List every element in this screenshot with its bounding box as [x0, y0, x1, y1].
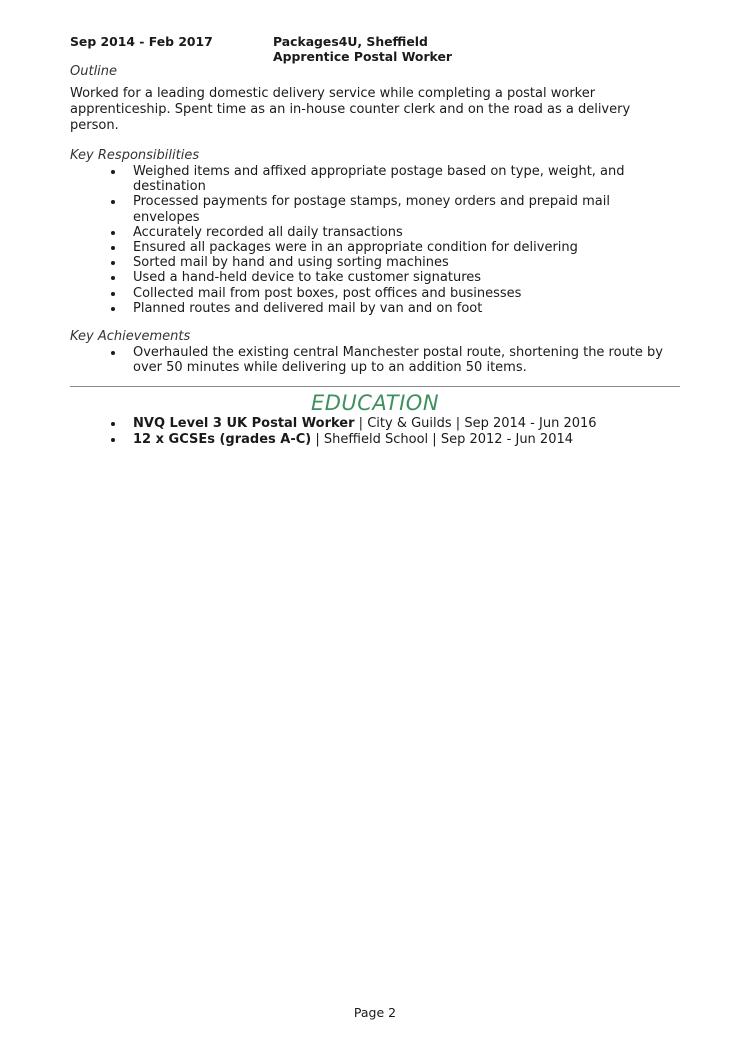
section-divider [70, 386, 680, 387]
page-number: Page 2 [353, 1005, 397, 1020]
separator: | [455, 416, 461, 432]
education-qualification: NVQ Level 3 UK Postal Worker [133, 416, 355, 432]
outline-text: Worked for a leading domestic delivery service while completing a postal worker apprenticeship. Spent time as an in-house counter clerk and on the road as a delivery person. [70, 86, 631, 133]
bullet-icon [111, 246, 115, 250]
list-item [70, 286, 680, 301]
bullet-icon [111, 170, 115, 174]
list-item [70, 255, 680, 270]
list-item-text: Ensured all packages were in an appropriate condition for delivering [133, 240, 578, 256]
achievements-label: Key Achievements [70, 329, 191, 345]
education-dates: Sep 2012 - Jun 2014 [440, 431, 574, 447]
job-company-block [273, 34, 452, 64]
job-header [70, 34, 680, 64]
list-item [70, 240, 680, 255]
bullet-icon [111, 292, 115, 296]
job-dates: Sep 2014 - Feb 2017 [70, 34, 213, 49]
resume-page [70, 34, 680, 447]
bullet-icon [111, 438, 115, 442]
list-item-text: Used a hand-held device to take customer signatures [133, 270, 482, 286]
list-item [70, 225, 680, 240]
responsibilities-list [70, 164, 680, 316]
list-item [70, 345, 680, 375]
bullet-icon [111, 231, 115, 235]
list-item-text: Weighed items and affixed appropriate postage based on type, weight, and destination [133, 164, 625, 195]
education-list [70, 416, 680, 446]
education-institution: City & Guilds [367, 416, 452, 432]
list-item-text: Collected mail from post boxes, post offices and businesses [133, 285, 522, 301]
separator: | [432, 431, 437, 447]
list-item [70, 164, 680, 194]
list-item-text: Planned routes and delivered mail by van and on foot [133, 300, 483, 316]
education-qualification: 12 x GCSEs (grades A-C) [133, 431, 312, 447]
bullet-icon [111, 307, 115, 311]
list-item-text: Processed payments for postage stamps, money orders and prepaid mail envelopes [133, 194, 610, 225]
outline-label: Outline [70, 64, 118, 79]
education-institution: Sheffield School [323, 431, 429, 447]
bullet-icon [111, 261, 115, 265]
list-item [70, 194, 680, 224]
education-heading: EDUCATION [310, 391, 440, 416]
achievements-list [70, 345, 680, 375]
bullet-icon [111, 351, 115, 355]
list-item [70, 301, 680, 316]
list-item-text: Accurately recorded all daily transactions [133, 224, 403, 240]
education-item [70, 416, 680, 431]
job-title: Apprentice Postal Worker [273, 49, 452, 64]
job-company: Packages4U, Sheffield [273, 34, 428, 49]
responsibilities-label: Key Responsibilities [70, 148, 200, 163]
bullet-icon [111, 276, 115, 280]
list-item-text: Overhauled the existing central Manchester postal route, shortening the route by over 50 minutes while delivering up to an addition 50 items. [133, 345, 663, 376]
list-item [70, 270, 680, 285]
separator: | [315, 431, 320, 447]
separator: | [358, 416, 364, 432]
bullet-icon [111, 200, 115, 204]
education-item [70, 432, 680, 447]
education-dates: Sep 2014 - Jun 2016 [464, 416, 597, 432]
list-item-text: Sorted mail by hand and using sorting machines [133, 255, 449, 271]
bullet-icon [111, 422, 115, 426]
